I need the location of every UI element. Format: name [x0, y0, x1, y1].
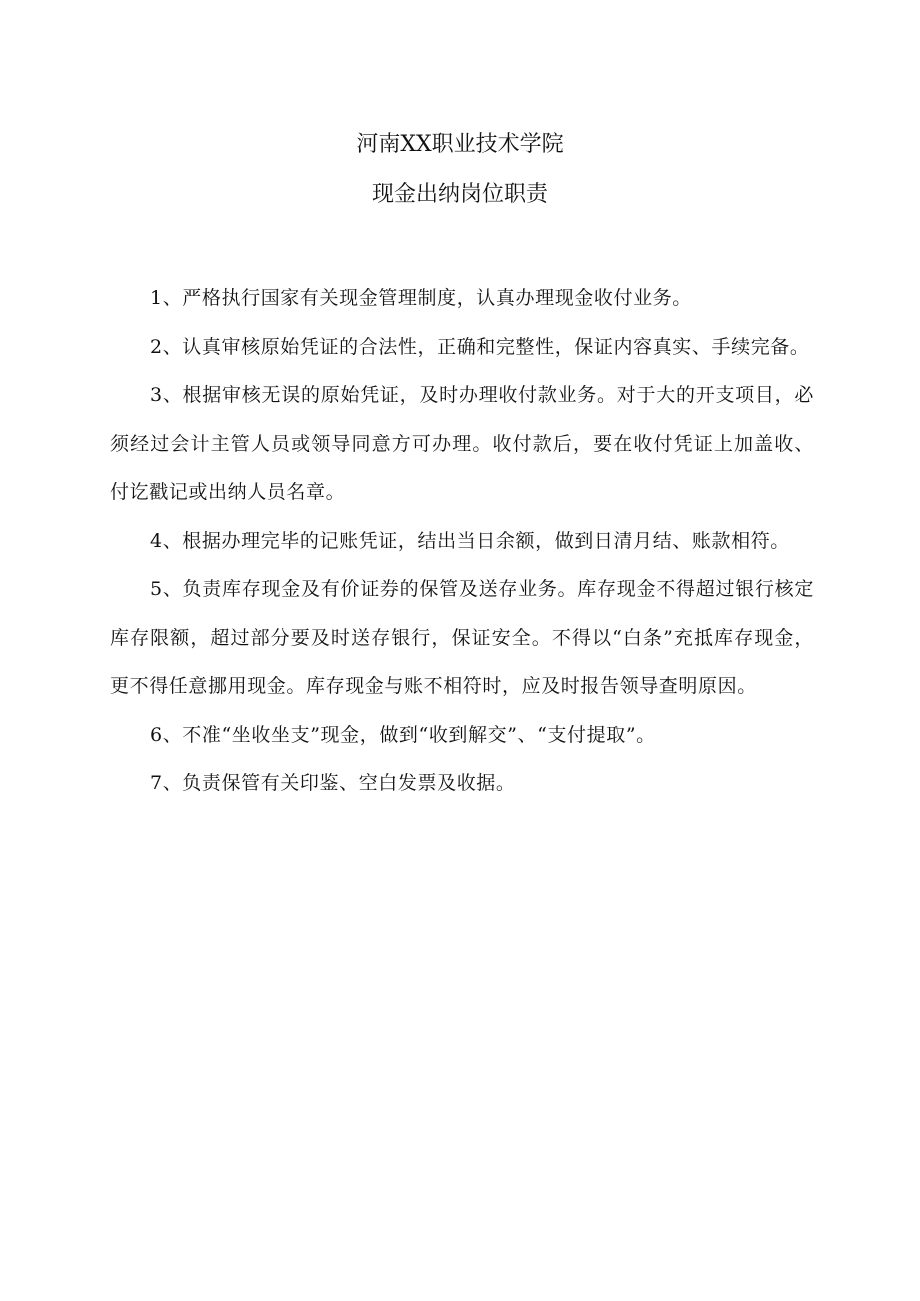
document-subtitle: 现金出纳岗位职责: [371, 182, 548, 207]
paragraph-3: 3、根据审核无误的原始凭证，及时办理收付款业务。对于大的开支项目，必须经过会计主管人员或领导同意方可办理。收付款后，要在收付凭证上加盖收、付讫戳记或出纳人员名章。: [110, 384, 814, 503]
paragraph-2: 2、认真审核原始凭证的合法性，正确和完整性，保证内容真实、手续完备。: [150, 335, 810, 358]
paragraph-5: 5、负责库存现金及有价证券的保管及送存业务。库存现金不得超过银行核定库存限额，超过部分要及时送存银行，保证安全。不得以“白条”充抵库存现金，更不得任意挪用现金。库存现金与账不相符时，应及时报告领导查明原因。: [110, 578, 814, 697]
paragraph-4: 4、根据办理完毕的记账凭证，结出当日余额，做到日清月结、账款相符。: [150, 529, 790, 552]
document-title: 河南XX职业技术学院: [356, 132, 564, 157]
paragraph-6: 6、不准“坐收坐支”现金，做到“收到解交”、“支付提取”。: [150, 723, 656, 746]
paragraph-1: 1、严格执行国家有关现金管理制度，认真办理现金收付业务。: [150, 287, 692, 309]
document-body: [110, 274, 814, 808]
paragraph-7: 7、负责保管有关印鉴、空白发票及收据。: [150, 772, 516, 794]
